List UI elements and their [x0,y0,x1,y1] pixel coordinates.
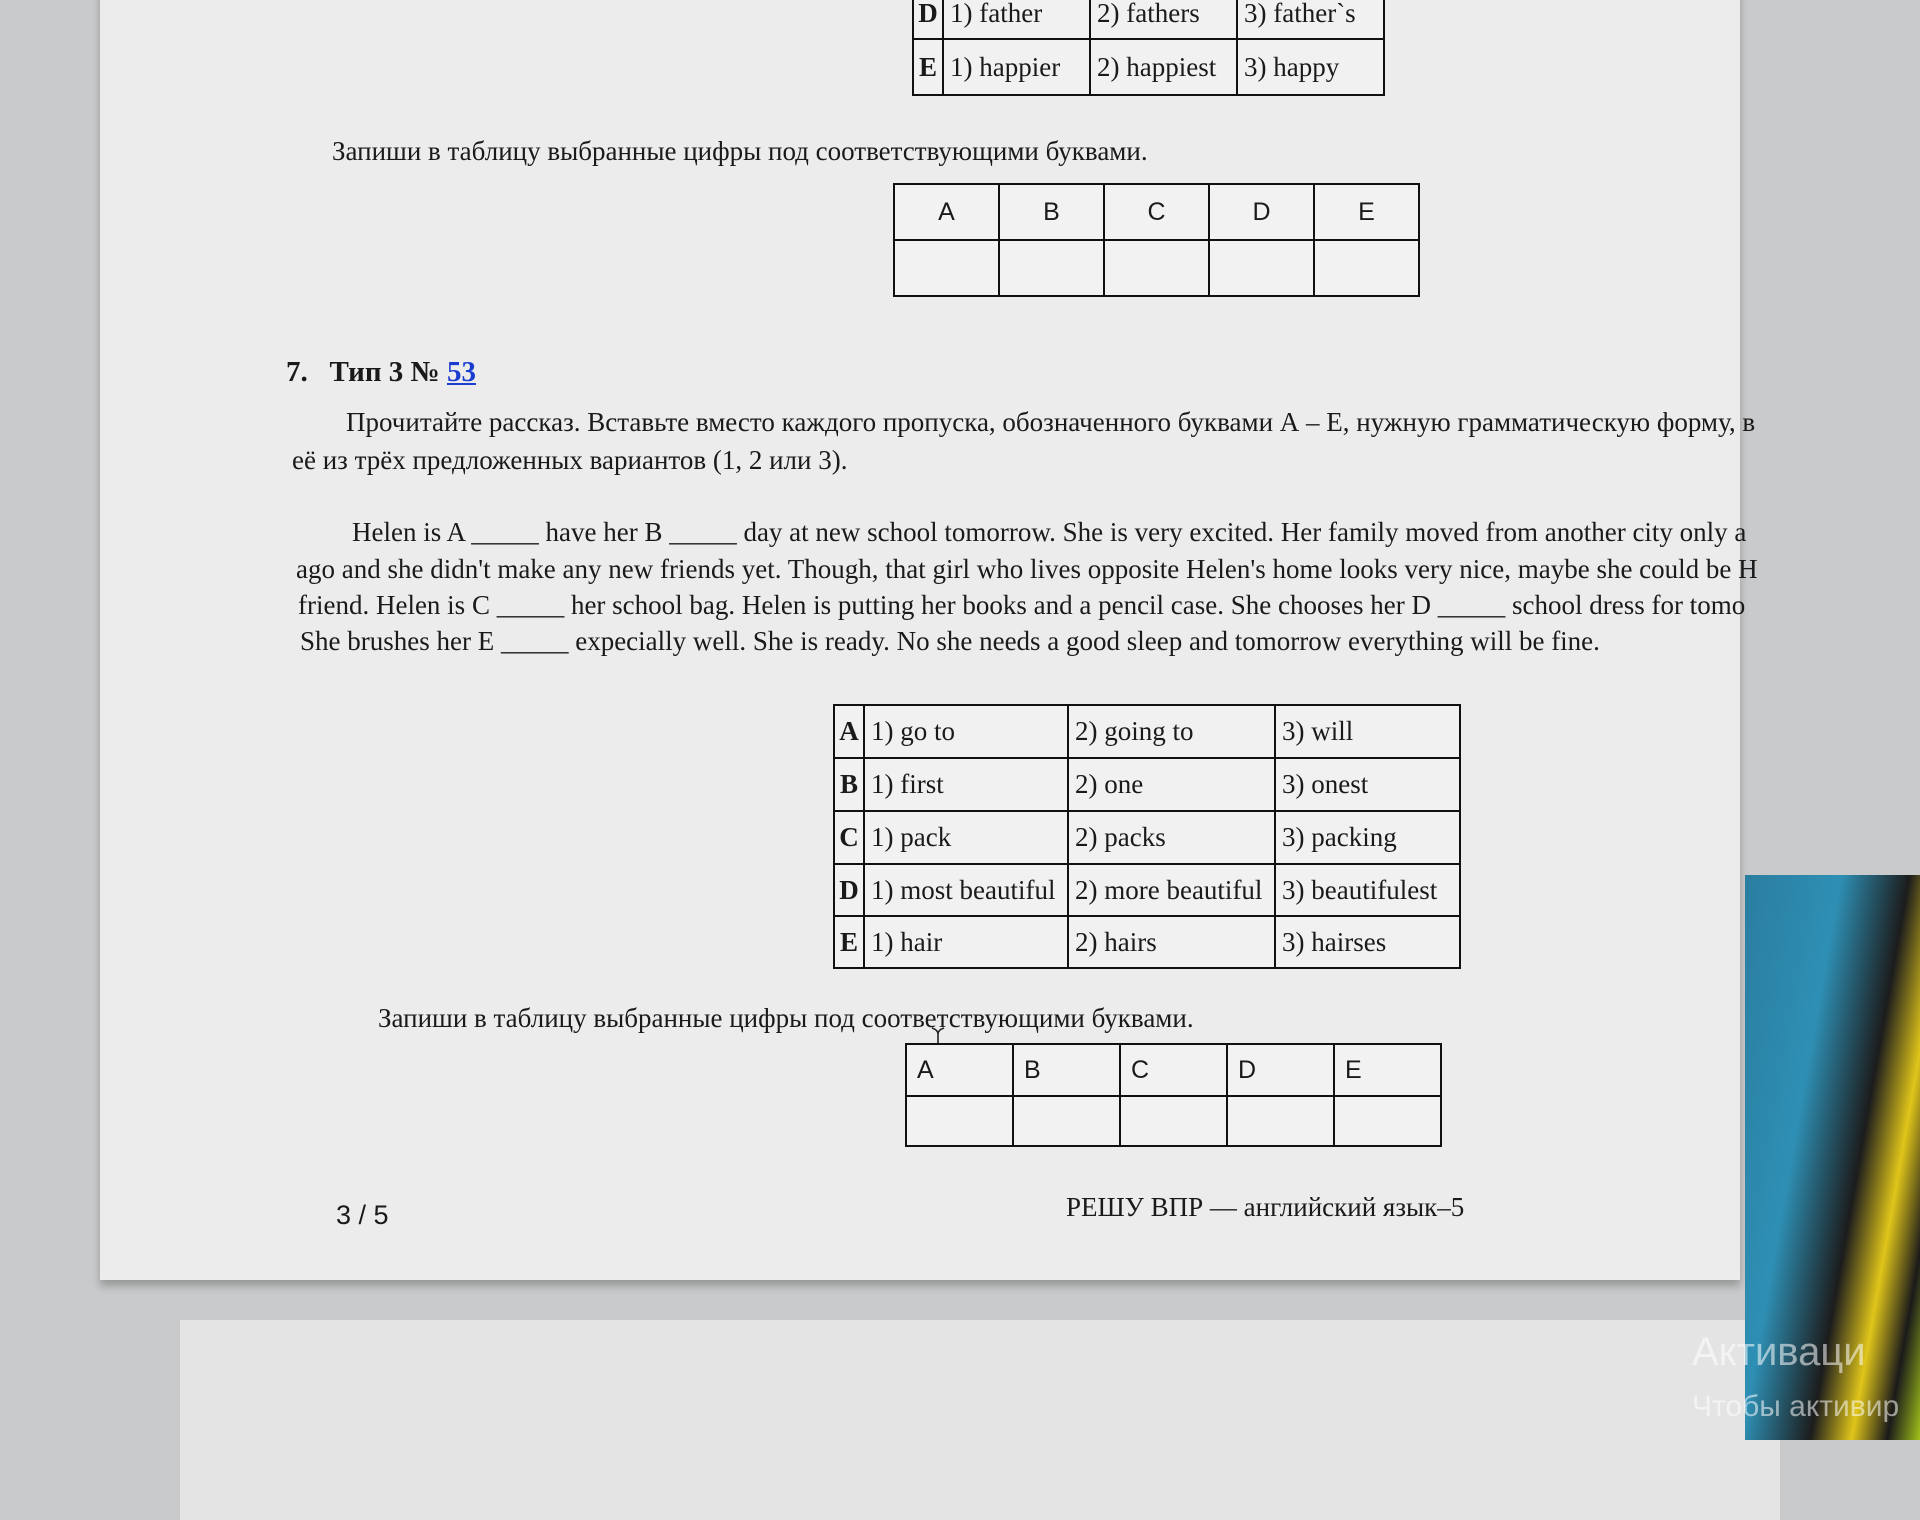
table-row [913,0,1384,39]
option-1: 1) father [943,0,1090,39]
header-e: E [1334,1044,1441,1096]
option-2: 2) more beautiful [1068,864,1275,916]
row-letter: D [913,0,943,39]
table-row [834,916,1460,968]
row-letter: D [834,864,864,916]
story-line-1: Helen is A _____ have her B _____ day at new school tomorrow. She is very excited. Her family moved from another city only a [352,517,1747,547]
footer-source: РЕШУ ВПР — английский язык–5 [1066,1192,1465,1222]
option-2: 2) fathers [1090,0,1237,39]
header-e: E [1314,184,1419,240]
header-c: C [1120,1044,1227,1096]
option-2: 2) going to [1068,705,1275,758]
option-1: 1) happier [943,39,1090,95]
answer-input-row [906,1096,1441,1146]
option-1: 1) go to [864,705,1068,758]
table-row [913,39,1384,95]
row-letter: B [834,758,864,811]
page-number: 3 / 5 [336,1200,389,1230]
top-options-table [912,0,1385,96]
story-line-4: She brushes her E _____ expecially well. She is ready. No she needs a good sleep and tomorrow everything will be fine. [300,626,1600,656]
option-3: 3) happy [1237,39,1384,95]
answer-cell-e[interactable] [1314,240,1419,296]
table-row [834,758,1460,811]
option-2: 2) packs [1068,811,1275,864]
answer-cell-d[interactable] [1227,1096,1334,1146]
answer-cell-c[interactable] [1120,1096,1227,1146]
header-a: A [906,1044,1013,1096]
answer-cell-e[interactable] [1334,1096,1441,1146]
instruction-text: Запиши в таблицу выбранные цифры под соответствующими буквами. [378,1003,1194,1033]
task-prompt-line-1: Прочитайте рассказ. Вставьте вместо каждого пропуска, обозначенного буквами А – Е, нужную грамматическую форму, в [346,407,1756,437]
option-3: 3) will [1275,705,1460,758]
option-2: 2) hairs [1068,916,1275,968]
table-row [834,705,1460,758]
answer-table-1 [893,183,1420,297]
answer-header-row [906,1044,1441,1096]
table-row [834,864,1460,916]
option-3: 3) onest [1275,758,1460,811]
header-c: C [1104,184,1209,240]
option-3: 3) father`s [1237,0,1384,39]
option-1: 1) most beautiful [864,864,1068,916]
story-line-2: ago and she didn't make any new friends yet. Though, that girl who lives opposite Helen's home looks very nice, maybe she could be H [296,554,1758,584]
answer-cell-b[interactable] [1013,1096,1120,1146]
header-b: B [1013,1044,1120,1096]
story-line-3: friend. Helen is C _____ her school bag. Helen is putting her books and a pencil case. She chooses her D _____ school dress for tomo [298,590,1746,620]
option-1: 1) hair [864,916,1068,968]
header-d: D [1227,1044,1334,1096]
task-id-link[interactable]: 53 [446,356,476,388]
option-3: 3) packing [1275,811,1460,864]
answer-cell-b[interactable] [999,240,1104,296]
instruction-text: Запиши в таблицу выбранные цифры под соответствующими буквами. [332,136,1148,166]
answer-cell-a[interactable] [894,240,999,296]
next-page [180,1320,1780,1520]
option-3: 3) hairses [1275,916,1460,968]
activation-watermark-subtitle: Чтобы активир [1692,1390,1900,1423]
header-b: B [999,184,1104,240]
option-2: 2) happiest [1090,39,1237,95]
header-d: D [1209,184,1314,240]
task-type: Тип 3 № [329,356,440,388]
answer-input-row [894,240,1419,296]
header-a: A [894,184,999,240]
row-letter: C [834,811,864,864]
table-row [834,811,1460,864]
task-prompt-line-2: её из трёх предложенных вариантов (1, 2 или 3). [292,445,848,475]
option-1: 1) pack [864,811,1068,864]
task-number: 7. [286,356,308,388]
answer-table-2 [905,1043,1442,1147]
answer-header-row [894,184,1419,240]
answer-cell-c[interactable] [1104,240,1209,296]
activation-watermark-title: Активаци [1692,1330,1866,1374]
options-table [833,704,1461,969]
option-3: 3) beautifulest [1275,864,1460,916]
task-heading [286,356,476,389]
row-letter: E [913,39,943,95]
option-1: 1) first [864,758,1068,811]
row-letter: A [834,705,864,758]
answer-cell-a[interactable] [906,1096,1013,1146]
option-2: 2) one [1068,758,1275,811]
row-letter: E [834,916,864,968]
answer-cell-d[interactable] [1209,240,1314,296]
